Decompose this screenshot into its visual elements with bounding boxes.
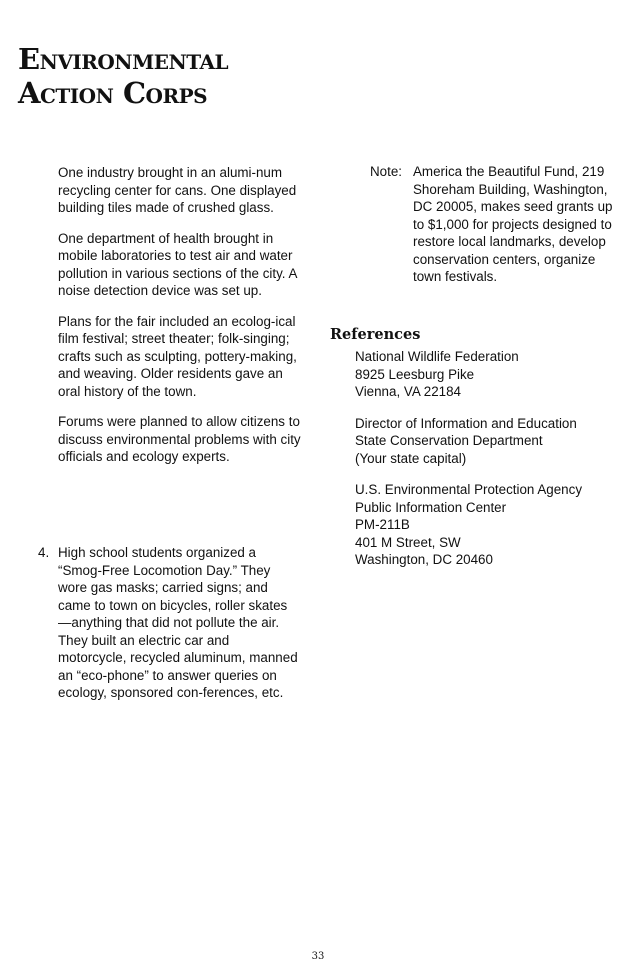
references-heading: References: [330, 326, 421, 343]
paragraph: One industry brought in an alumi-num recycling center for cans. One displayed building tiles made of crushed glass.: [58, 165, 297, 215]
paragraph: One department of health brought in mobile laboratories to test air and water pollution in various sections of the city. A noise detection device was set up.: [58, 230, 297, 298]
reference-line: PM-211B: [355, 517, 410, 532]
reference-line: Director of Information and Education: [355, 415, 577, 431]
note-label: Note:: [370, 164, 403, 179]
reference-entry: [355, 415, 625, 468]
reference-entry: [355, 348, 625, 401]
title-line-1: Environmental: [18, 42, 229, 76]
note-block: [370, 163, 625, 286]
title-line-2: Action Corps: [18, 76, 208, 110]
page-title: [18, 42, 228, 110]
page-number: 33: [311, 951, 325, 962]
reference-line: 401 M Street, SW: [355, 534, 461, 550]
reference-line: 8925 Leesburg Pike: [355, 366, 475, 382]
reference-line: (Your state capital): [355, 450, 467, 466]
paragraph: Plans for the fair included an ecolog-ical film festival; street theater; folk-singing; crafts such as sculpting, pottery-making, and weaving. Older residents gave an oral history of the town.: [58, 313, 297, 399]
reference-line: Washington, DC 20460: [355, 552, 493, 567]
reference-line: Vienna, VA 22184: [355, 384, 461, 399]
reference-line: U.S. Environmental Protection Agency: [355, 482, 583, 497]
reference-line: Public Information Center: [355, 499, 507, 515]
paragraph: Forums were planned to allow citizens to discuss environmental problems with city officials and ecology experts.: [58, 414, 301, 464]
reference-entry: [355, 481, 625, 569]
reference-line: State Conservation Department: [355, 433, 543, 448]
left-column: [58, 164, 308, 479]
item-text: High school students organized a “Smog-Free Locomotion Day.” They wore gas masks; carried signs; and came to town on bicycles, roller skates—anything that did not pollute the air. They built an electric car and motorcycle, recycled aluminum, manned an “eco-phone” to answer queries on ecology, sponsored con-ferences, etc.: [58, 545, 298, 700]
numbered-item-4: [38, 544, 300, 702]
reference-line: National Wildlife Federation: [355, 349, 519, 364]
item-number: 4.: [38, 545, 50, 560]
references-list: [355, 348, 625, 583]
note-text: America the Beautiful Fund, 219 Shoreham Building, Washington, DC 20005, makes seed grants up to $1,000 for projects designed to restore local landmarks, develop conservation centers, organize town festivals.: [413, 164, 613, 284]
